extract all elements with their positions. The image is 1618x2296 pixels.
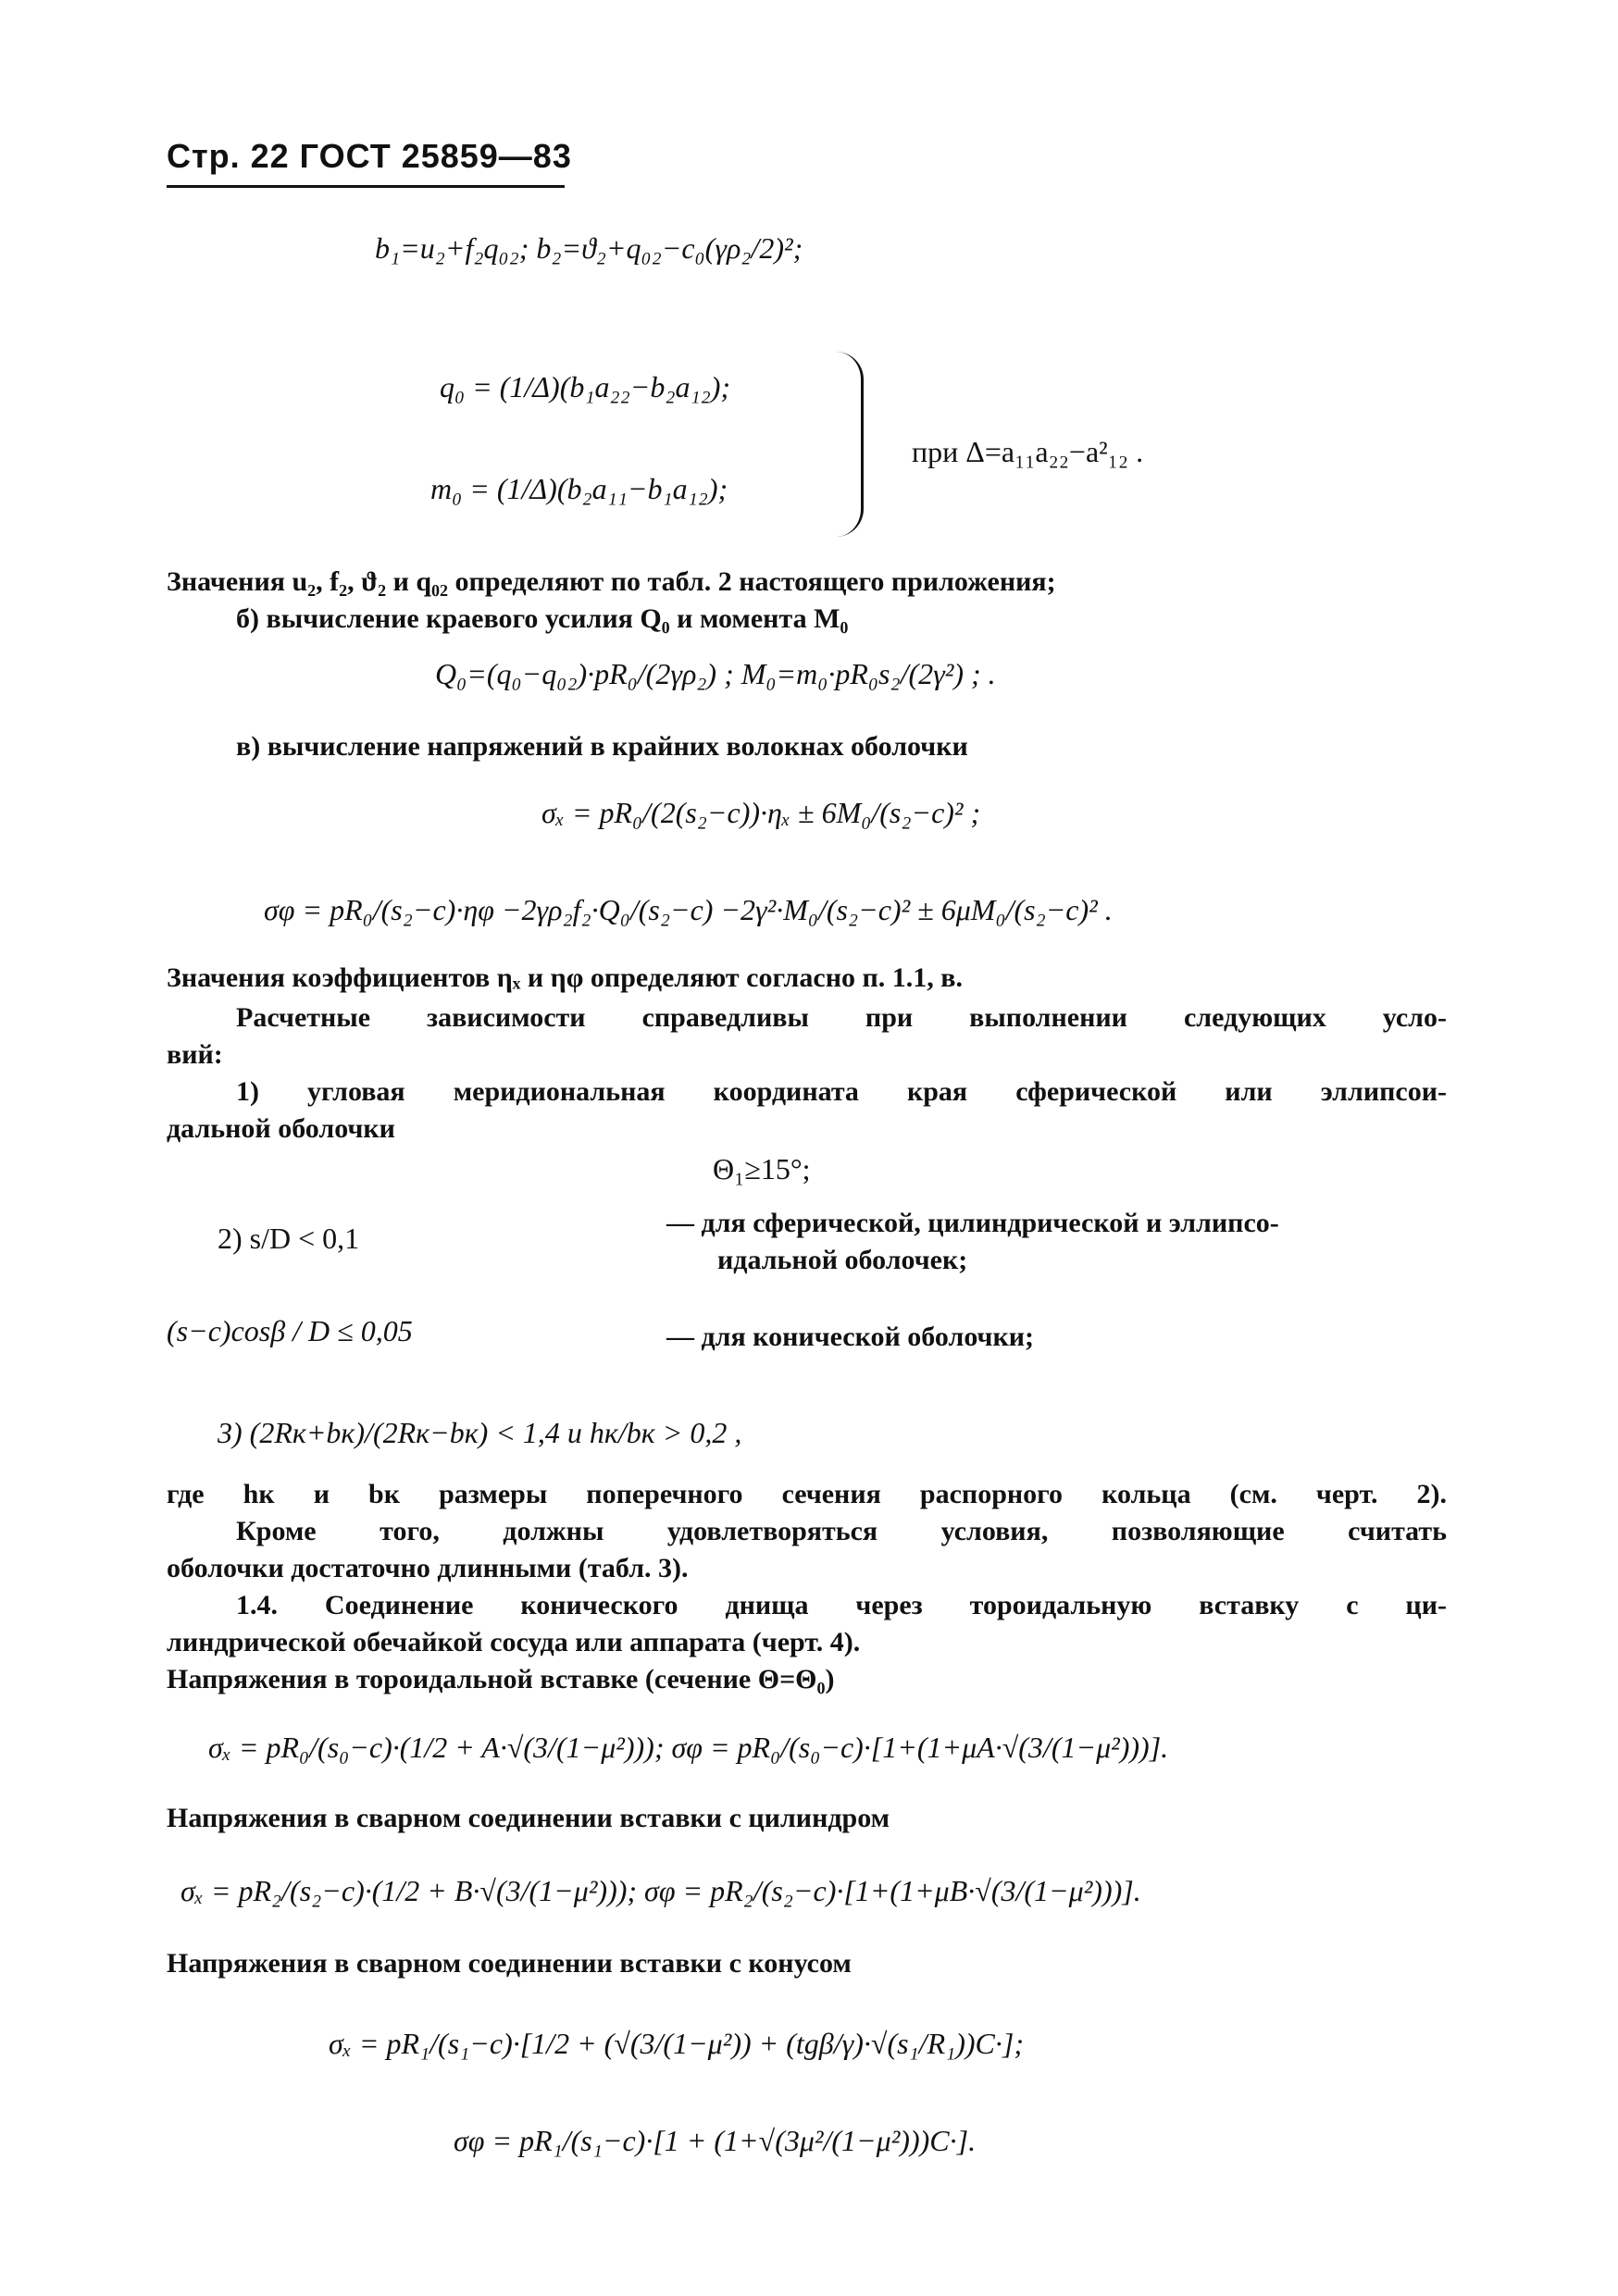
calc-line-2: вий:	[167, 1039, 223, 1070]
formula-delta-condition: при Δ=a₁₁a₂₂−a²₁₂ .	[912, 435, 1144, 468]
formula-b1-b2: b₁=u₂+f₂q₀₂; b₂=ϑ₂+q₀₂−c₀(γρ₂/2)²;	[375, 231, 803, 265]
condition-2-desc-1: — для сферической, цилиндрической и эллипсо-	[666, 1208, 1279, 1238]
right-brace	[833, 352, 864, 537]
calc-line-1: Расчетные зависимости справедливы при выполнении следующих усло-	[236, 1002, 1447, 1033]
where-line: где hк и bк размеры поперечного сечения распорного кольца (см. черт. 2).	[167, 1479, 1447, 1509]
paragraph-1-4-line-1: 1.4. Соединение конического днища через тороидальную вставку с ци-	[236, 1590, 1447, 1620]
condition-1-line-2: дальной оболочки	[167, 1113, 395, 1144]
formula-sigma-x-1: σₓ = pR₀/(2(s₂−c))·ηₓ ± 6M₀/(s₂−c)² ;	[541, 796, 981, 829]
item-v-heading: в) вычисление напряжений в крайних волокнах оболочки	[236, 731, 968, 762]
values-line: Значения u₂, f₂, ϑ₂ и q₀₂ определяют по табл. 2 настоящего приложения;	[167, 566, 1056, 597]
page-header	[167, 137, 572, 176]
item-b-heading: б) вычисление краевого усилия Q₀ и момента M₀	[236, 603, 849, 634]
besides-line-1: Кроме того, должны удовлетворяться условия, позволяющие считать	[236, 1516, 1447, 1546]
formula-cone-sigma-x: σₓ = pR₁/(s₁−c)·[1/2 + (√(3/(1−μ²)) + (tgβ/γ)·√(s₁/R₁))C·];	[329, 2027, 1024, 2060]
stress-cone-heading: Напряжения в сварном соединении вставки с конусом	[167, 1948, 852, 1979]
formula-theta-condition: Θ₁≥15°;	[713, 1152, 811, 1185]
formula-sigma-phi-1: σφ = pR₀/(s₂−c)·ηφ −2γρ₂f₂·Q₀/(s₂−c) −2γ²·M₀/(s₂−c)² ± 6μM₀/(s₂−c)² .	[264, 893, 1113, 926]
stress-toroidal-heading: Напряжения в тороидальной вставке (сечение Θ=Θ₀)	[167, 1664, 835, 1694]
formula-condition-3: 3) (2Rк+bк)/(2Rк−bк) < 1,4 и hк/bк > 0,2 ,	[218, 1416, 742, 1449]
stress-cylinder-heading: Напряжения в сварном соединении вставки с цилиндром	[167, 1803, 890, 1833]
paragraph-1-4-line-2: линдрической обечайкой сосуда или аппарата (черт. 4).	[167, 1627, 861, 1657]
coefficients-line: Значения коэффициентов ηₓ и ηφ определяют согласно п. 1.1, в.	[167, 962, 963, 993]
formula-cylinder-stress: σₓ = pR₂/(s₂−c)·(1/2 + B·√(3/(1−μ²))); σφ = pR₂/(s₂−c)·[1+(1+μB·√(3/(1−μ²)))].	[180, 1874, 1141, 1907]
formula-m0: m₀ = (1/Δ)(b₂a₁₁−b₁a₁₂);	[430, 472, 728, 505]
formula-condition-2-sphere: 2) s/D < 0,1	[218, 1222, 360, 1255]
header-rule	[167, 185, 565, 188]
condition-2-desc-2: идальной оболочек;	[717, 1245, 968, 1275]
formula-q0: q₀ = (1/Δ)(b₁a₂₂−b₂a₁₂);	[440, 370, 731, 403]
condition-2-cone-desc: — для конической оболочки;	[666, 1322, 1035, 1352]
formula-Q0-M0: Q₀=(q₀−q₀₂)·pR₀/(2γρ₂) ; M₀=m₀·pR₀s₂/(2γ²) ; .	[435, 657, 996, 690]
formula-cone-sigma-phi: σφ = pR₁/(s₁−c)·[1 + (1+√(3μ²/(1−μ²)))C·].	[454, 2124, 977, 2157]
condition-1-line-1: 1) угловая меридиональная координата края сферической или эллипсои-	[236, 1076, 1447, 1107]
header-title: Стр. 22 ГОСТ 25859—83	[167, 137, 572, 175]
besides-line-2: оболочки достаточно длинными (табл. 3).	[167, 1553, 689, 1583]
formula-toroidal-stress: σₓ = pR₀/(s₀−c)·(1/2 + A·√(3/(1−μ²))); σφ = pR₀/(s₀−c)·[1+(1+μA·√(3/(1−μ²)))].	[208, 1731, 1169, 1764]
formula-condition-2-cone: (s−c)cosβ / D ≤ 0,05	[167, 1314, 413, 1347]
